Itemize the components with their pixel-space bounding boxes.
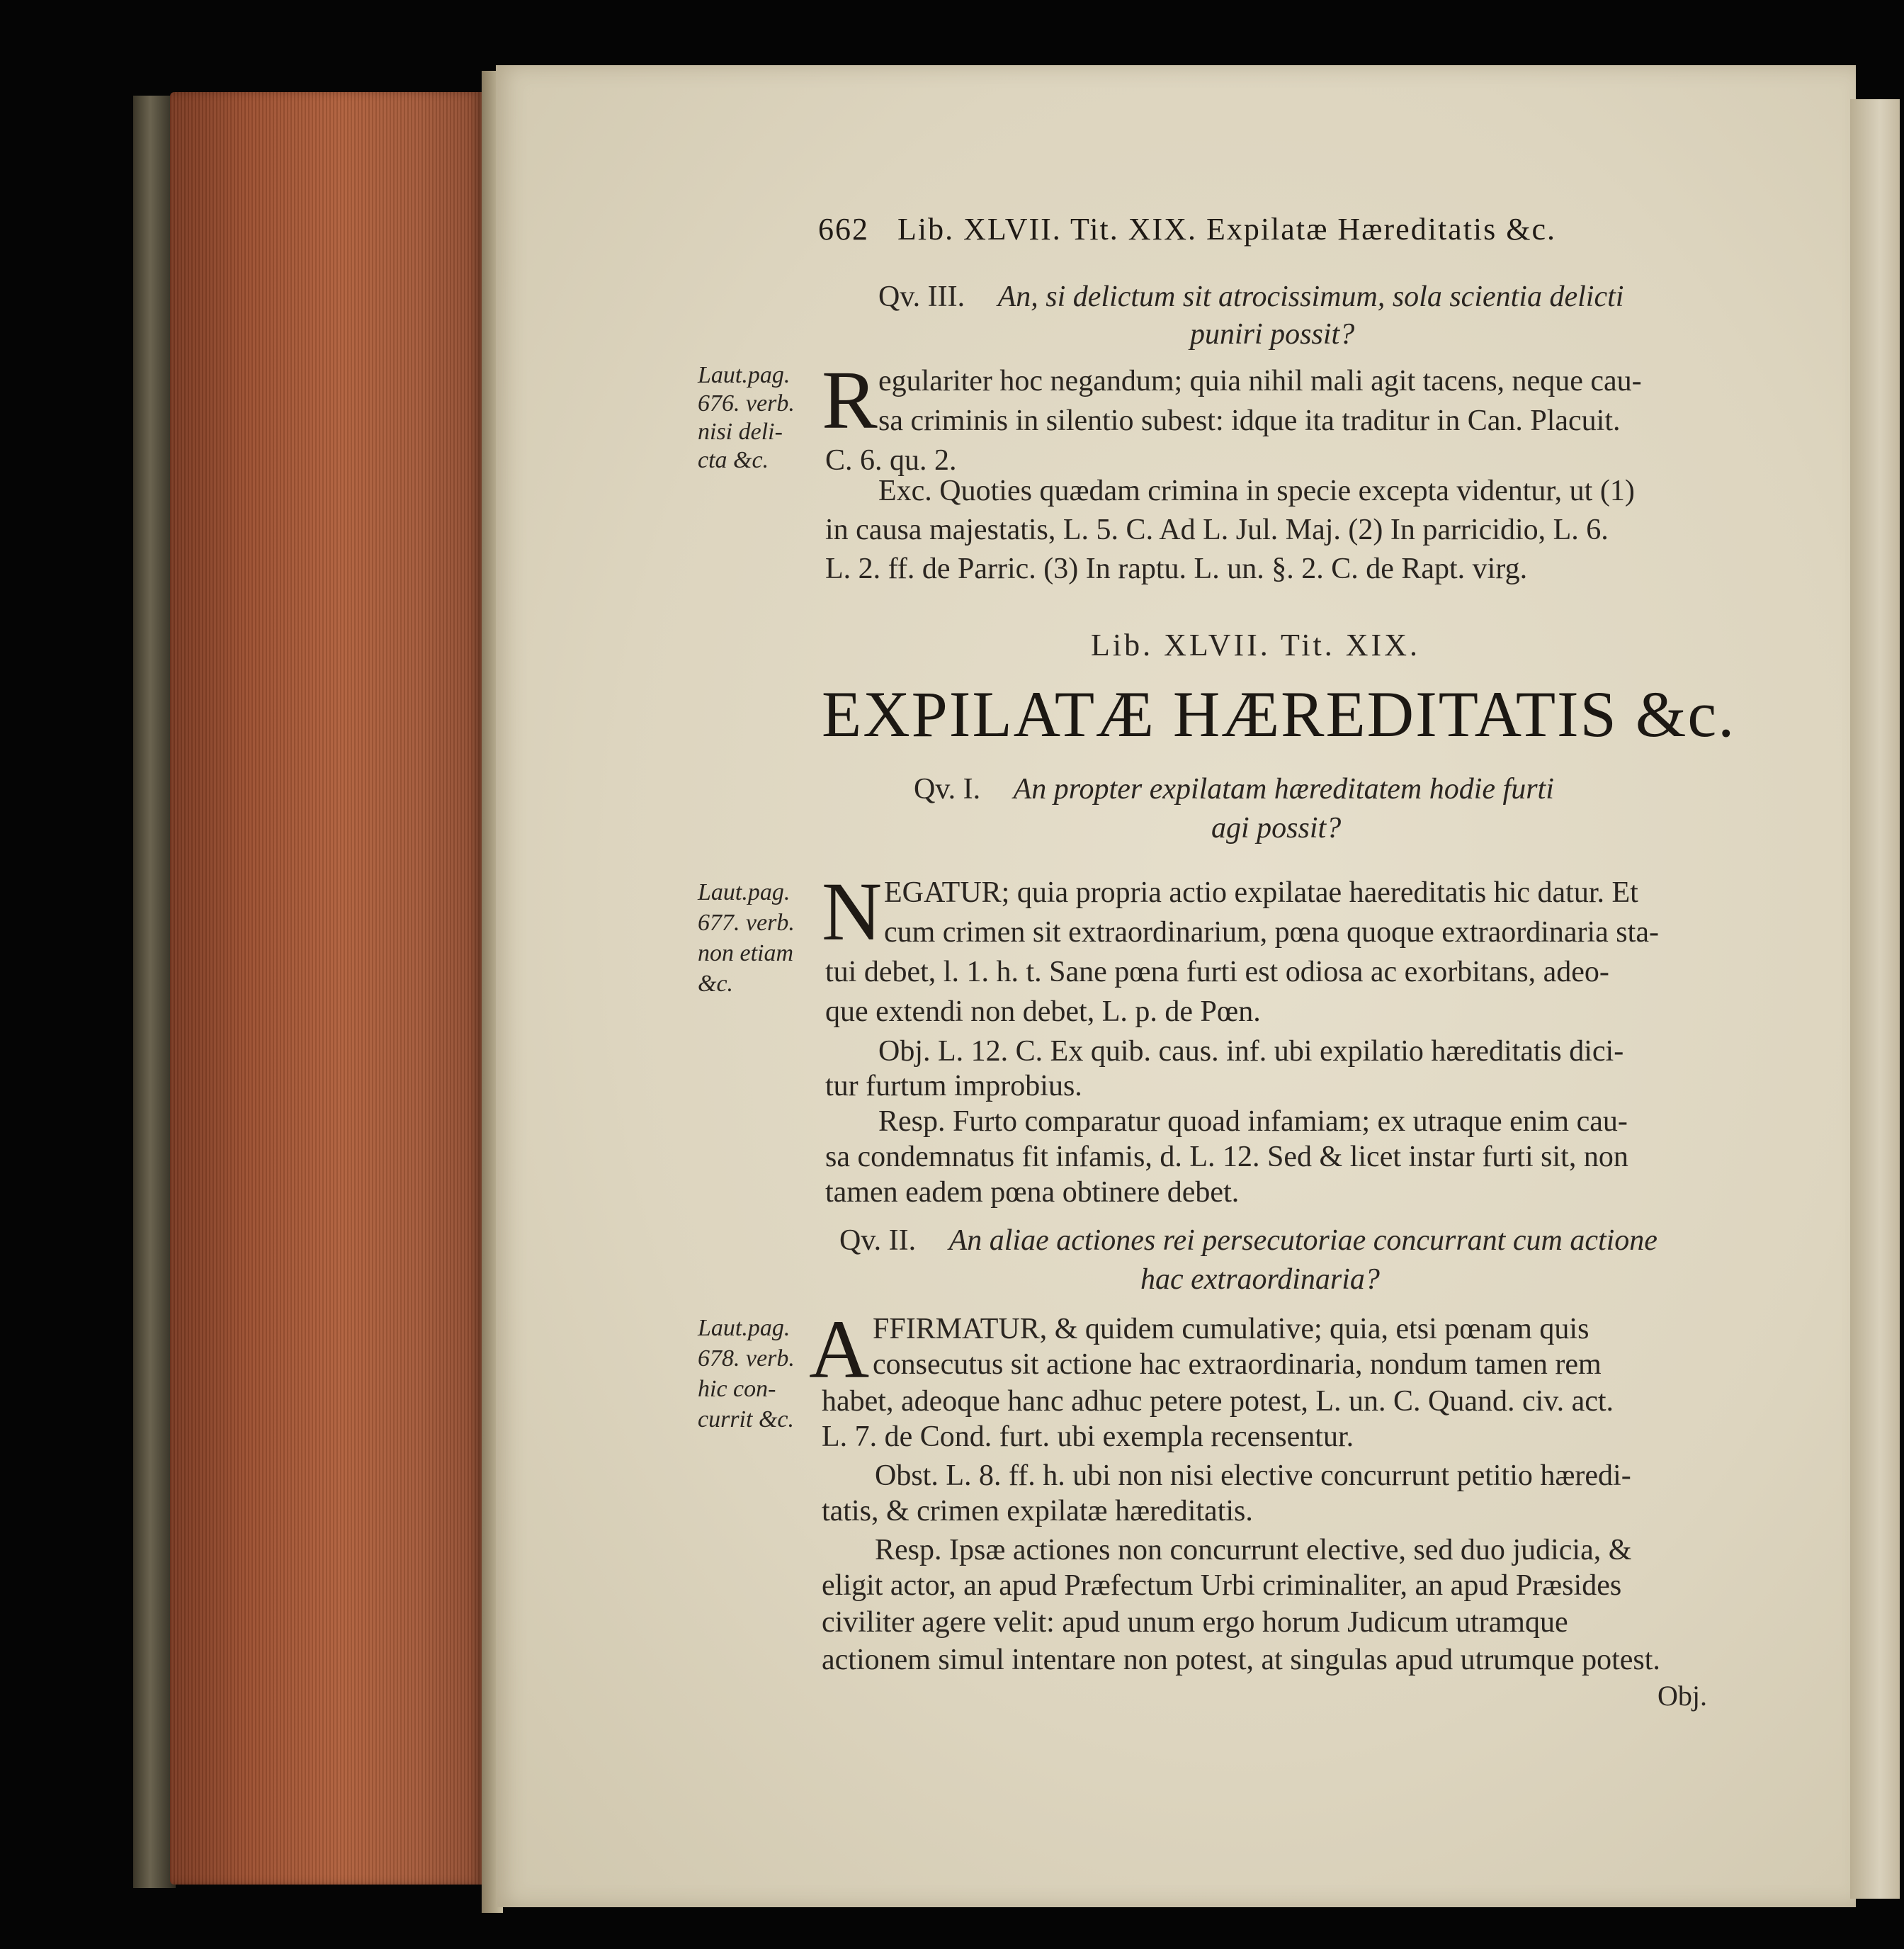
body-line: FFIRMATUR, & quidem cumulative; quia, etsi pœnam quis xyxy=(873,1313,1590,1345)
book-spine xyxy=(133,96,176,1888)
margin-note-line: non etiam xyxy=(698,940,794,966)
margin-note-line: cta &c. xyxy=(698,447,769,473)
question-3-title xyxy=(878,280,1624,314)
body-line: consecutus sit actione hac extraordinaria, nondum tamen rem xyxy=(873,1348,1602,1381)
body-line: C. 6. qu. 2. xyxy=(825,444,957,477)
question-1-title xyxy=(914,772,1554,806)
margin-note-line: 678. verb. xyxy=(698,1345,795,1372)
body-line: tamen eadem pœna obtinere debet. xyxy=(825,1176,1240,1209)
body-line: sa condemnatus fit infamis, d. L. 12. Sed & licet instar furti sit, non xyxy=(825,1141,1628,1173)
body-line: cum crimen sit extraordinarium, pœna quoque extraordinaria sta- xyxy=(884,916,1659,949)
question-label: Qv. I. xyxy=(914,773,981,806)
page-number: 662 xyxy=(818,212,869,247)
question-text: An propter expilatam hæreditatem hodie furti xyxy=(1013,773,1554,806)
body-line: actionem simul intentare non potest, at singulas apud utrumque potest. xyxy=(822,1644,1660,1676)
body-line: in causa majestatis, L. 5. C. Ad L. Jul. Maj. (2) In parricidio, L. 6. xyxy=(825,514,1609,546)
margin-note-line: Laut.pag. xyxy=(698,1315,790,1341)
body-line: Obj. L. 12. C. Ex quib. caus. inf. ubi expilatio hæreditatis dici- xyxy=(878,1035,1624,1068)
drop-cap: R xyxy=(822,354,878,446)
question-2-title xyxy=(839,1224,1658,1258)
margin-note-line: 677. verb. xyxy=(698,910,795,936)
body-line: civiliter agere velit: apud unum ergo horum Judicum utramque xyxy=(822,1606,1568,1639)
margin-note-line: hic con- xyxy=(698,1376,776,1402)
body-line: sa criminis in silentio subest: idque ita traditur in Can. Placuit. xyxy=(878,405,1621,437)
margin-note-line: &c. xyxy=(698,971,734,997)
body-line: Resp. Ipsæ actiones non concurrunt elective, sed duo judicia, & xyxy=(875,1534,1632,1566)
body-line: tui debet, l. 1. h. t. Sane pœna furti est odiosa ac exorbitans, adeo- xyxy=(825,956,1609,988)
margin-note-line: 676. verb. xyxy=(698,390,795,417)
body-line: Resp. Furto comparatur quoad infamiam; ex utraque enim cau- xyxy=(878,1105,1628,1138)
margin-note-line: nisi deli- xyxy=(698,419,783,445)
running-header xyxy=(818,211,1711,247)
catchword: Obj. xyxy=(1658,1680,1707,1712)
question-text: An aliae actiones rei persecutoriae concurrant cum actione xyxy=(948,1224,1658,1257)
body-line: tatis, & crimen expilatæ hæreditatis. xyxy=(822,1495,1253,1527)
question-3-cont: puniri possit? xyxy=(1190,318,1355,351)
drop-cap: N xyxy=(822,865,883,958)
question-label: Qv. III. xyxy=(878,281,965,313)
question-1-cont: agi possit? xyxy=(1211,812,1342,844)
facing-page-edge xyxy=(1850,99,1900,1899)
body-line: Exc. Quoties quædam crimina in specie excepta videntur, ut (1) xyxy=(878,475,1635,507)
page-edges xyxy=(170,92,482,1885)
section-title: EXPILATÆ HÆREDITATIS &c. xyxy=(822,678,1736,750)
body-line: habet, adeoque hanc adhuc petere potest, L. un. C. Quand. civ. act. xyxy=(822,1385,1614,1418)
body-line: eligit actor, an apud Præfectum Urbi criminaliter, an apud Præsides xyxy=(822,1569,1622,1602)
body-line: tur furtum improbius. xyxy=(825,1070,1082,1102)
running-title: Lib. XLVII. Tit. XIX. Expilatæ Hæreditatis &c. xyxy=(897,212,1557,247)
section-heading: Lib. XLVII. Tit. XIX. xyxy=(1091,628,1420,662)
body-line: egulariter hoc negandum; quia nihil mali agit tacens, neque cau- xyxy=(878,365,1642,397)
body-line: L. 7. de Cond. furt. ubi exempla recensentur. xyxy=(822,1420,1354,1453)
drop-cap: A xyxy=(809,1303,870,1396)
margin-note-line: currit &c. xyxy=(698,1406,794,1433)
body-line: L. 2. ff. de Parric. (3) In raptu. L. un. §. 2. C. de Rapt. virg. xyxy=(825,553,1528,585)
margin-note-line: Laut.pag. xyxy=(698,362,790,388)
body-line: que extendi non debet, L. p. de Pœn. xyxy=(825,995,1261,1028)
body-line: EGATUR; quia propria actio expilatae haereditatis hic datur. Et xyxy=(884,876,1638,909)
question-2-cont: hac extraordinaria? xyxy=(1140,1263,1380,1296)
margin-note-line: Laut.pag. xyxy=(698,879,790,905)
body-line: Obst. L. 8. ff. h. ubi non nisi elective concurrunt petitio hæredi- xyxy=(875,1459,1631,1492)
question-text: An, si delictum sit atrocissimum, sola scientia delicti xyxy=(997,281,1624,313)
question-label: Qv. II. xyxy=(839,1224,917,1257)
